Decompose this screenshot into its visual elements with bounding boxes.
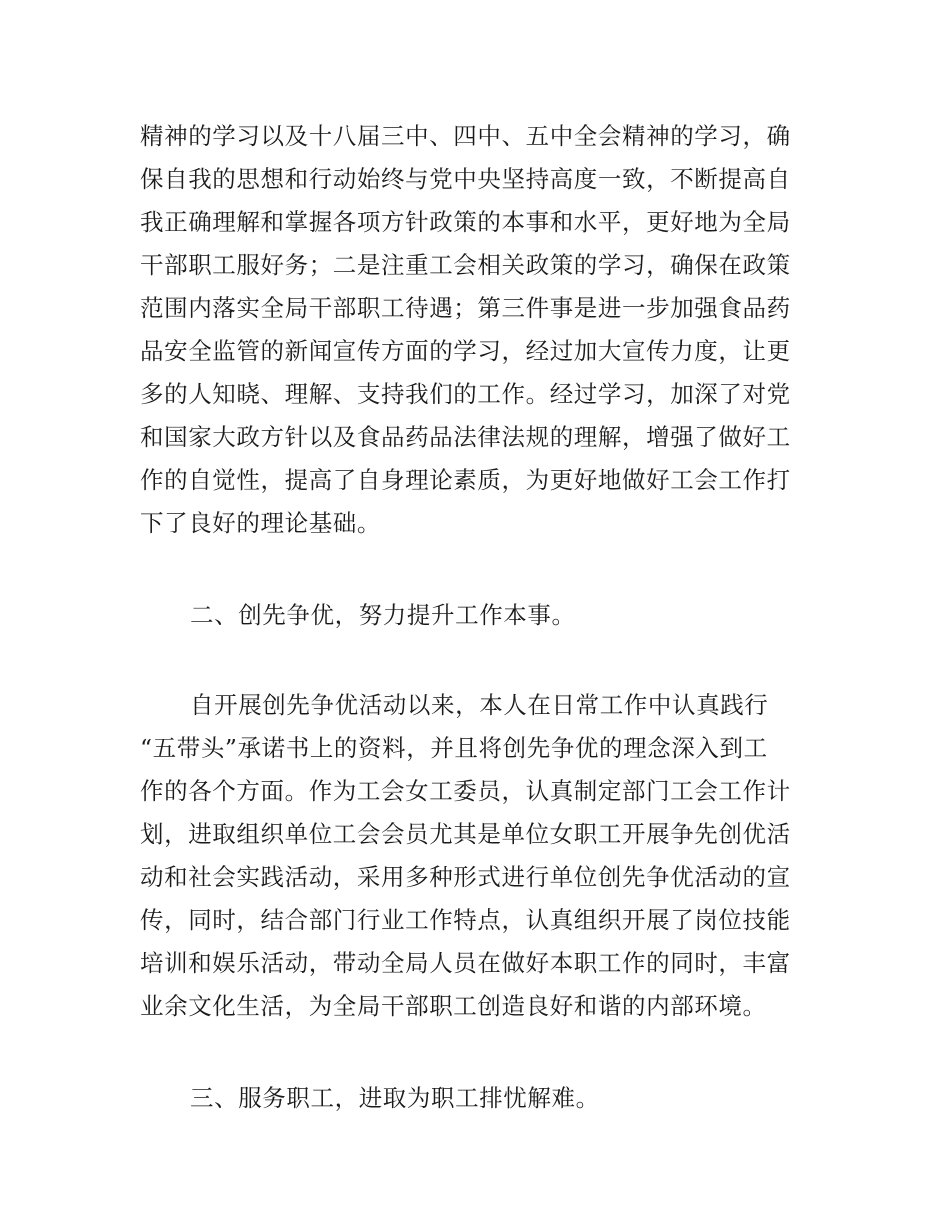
paragraph-line: 传，同时，结合部门行业工作特点，认真组织开展了岗位技能	[140, 906, 791, 934]
paragraph-line: 和国家大政方针以及食品药品法律法规的理解，增强了做好工	[140, 423, 791, 451]
paragraph-line: 下了良好的理论基础。	[140, 509, 381, 537]
paragraph-line: 保自我的思想和行动始终与党中央坚持高度一致，不断提高自	[140, 165, 791, 193]
paragraph-line: “五带头”承诺书上的资料，并且将创先争优的理念深入到工	[140, 734, 768, 762]
paragraph-line: 我正确理解和掌握各项方针政策的本事和水平，更好地为全局	[140, 208, 791, 236]
paragraph-line: 作的自觉性，提高了自身理论素质，为更好地做好工会工作打	[140, 466, 791, 494]
paragraph-line: 作的各个方面。作为工会女工委员，认真制定部门工会工作计	[140, 777, 791, 805]
paragraph-line: 多的人知晓、理解、支持我们的工作。经过学习，加深了对党	[140, 380, 791, 408]
paragraph-line: 动和社会实践活动，采用多种形式进行单位创先争优活动的宣	[140, 863, 791, 891]
paragraph-line: 划，进取组织单位工会会员尤其是单位女职工开展争先创优活	[140, 820, 791, 848]
paragraph-line: 干部职工服好务；二是注重工会相关政策的学习，确保在政策	[140, 251, 791, 279]
paragraph-line: 精神的学习以及十八届三中、四中、五中全会精神的学习，确	[140, 122, 791, 150]
paragraph-line: 业余文化生活，为全局干部职工创造良好和谐的内部环境。	[140, 992, 767, 1020]
paragraph-line: 自开展创先争优活动以来，本人在日常工作中认真践行	[190, 691, 769, 719]
section-heading: 三、服务职工，进取为职工排忧解难。	[190, 1084, 600, 1112]
paragraph-line: 品安全监管的新闻宣传方面的学习，经过加大宣传力度，让更	[140, 337, 791, 365]
section-heading: 二、创先争优，努力提升工作本事。	[190, 601, 576, 629]
paragraph-line: 培训和娱乐活动，带动全局人员在做好本职工作的同时，丰富	[140, 949, 791, 977]
paragraph-line: 范围内落实全局干部职工待遇；第三件事是进一步加强食品药	[140, 294, 791, 322]
